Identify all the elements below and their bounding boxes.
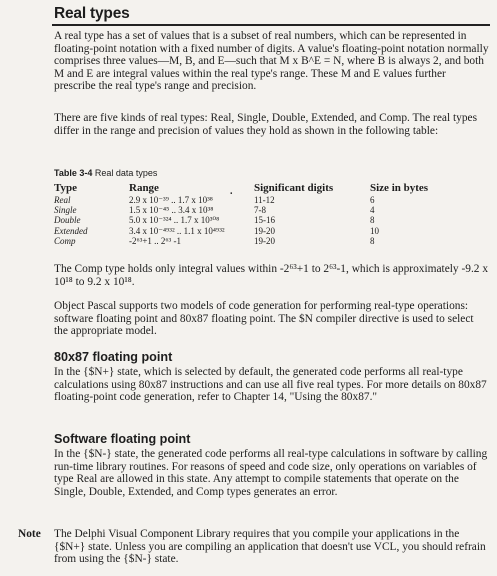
table-row: [54, 236, 490, 246]
table-row: [54, 195, 490, 205]
cell-size: 8: [370, 235, 375, 246]
table-caption-text: Real data types: [94, 168, 158, 178]
cell-size: 6: [370, 195, 375, 205]
cell-digits: 19-20: [254, 235, 275, 246]
subsection-heading-80x87: 80x87 floating point: [54, 350, 173, 364]
cell-type: Comp: [54, 235, 76, 246]
paragraph-comp: The Comp type holds only integral values within -2⁶³+1 to 2⁶³-1, which is approximately -9.2 x 10¹⁸ to 9.2 x 10¹⁸.: [54, 263, 489, 288]
cell-range: 2.9 x 10⁻³⁹ .. 1.7 x 10³⁸: [129, 195, 213, 205]
paragraph-models: Object Pascal supports two models of code generation for performing real-type operations: software floating point and 80x87 floating point. The $N compiler directive is used to select the appropriate model.: [54, 300, 474, 338]
table-row: [54, 205, 490, 215]
table-header-row: [54, 182, 490, 195]
paragraph-software: In the {$N-} state, the generated code performs all real-type calculations in software by calling run-time library routines. For reasons of speed and code size, only operations on variables of type Real are allowed in this state. Any attempt to compile statements that operate on the Single, Double, Extended, and Comp types generates an error.: [54, 448, 488, 498]
cell-digits: 19-20: [254, 225, 275, 236]
cell-type: Real: [54, 195, 71, 205]
note-label: Note: [18, 528, 41, 540]
stray-mark: .: [230, 186, 233, 197]
heading-rule: [52, 24, 490, 26]
cell-range: 3.4 x 10⁻⁴⁹³² .. 1.1 x 10⁴⁹³²: [129, 225, 225, 236]
cell-digits: 11-12: [254, 195, 275, 205]
header-digits: Significant digits: [254, 182, 334, 194]
table-row: [54, 215, 490, 225]
table-caption: [54, 168, 157, 178]
real-types-table: [54, 182, 490, 246]
subsection-heading-software: Software floating point: [54, 432, 191, 446]
header-range: Range: [129, 182, 159, 194]
cell-type: Single: [54, 205, 77, 216]
cell-range: 5.0 x 10⁻³²⁴ .. 1.7 x 10³⁰⁸: [129, 215, 220, 226]
cell-size: 8: [370, 215, 375, 226]
cell-range: 1.5 x 10⁻⁴⁵ .. 3.4 x 10³⁸: [129, 205, 214, 216]
cell-type: Double: [54, 215, 81, 226]
paragraph-intro: A real type has a set of values that is a subset of real numbers, which can be represented in floating-point notation with a fixed number of digits. A value's floating-point notation normally comprises three values—M, B, and E—such that M x B^E = N, where B is always 2, and both M and E are integral values within the real type's range. These M and E values further prescribe the real type's range and precision.: [54, 30, 489, 93]
cell-range: -2⁶³+1 .. 2⁶³ -1: [129, 235, 181, 246]
cell-size: 4: [370, 205, 375, 216]
section-heading: Real types: [54, 5, 130, 22]
cell-digits: 7-8: [254, 205, 266, 216]
cell-digits: 15-16: [254, 215, 275, 226]
header-type: Type: [54, 182, 78, 194]
paragraph-kinds: There are five kinds of real types: Real, Single, Double, Extended, and Comp. The real types differ in the range and precision of values they hold as shown in the following table:: [54, 112, 478, 137]
cell-type: Extended: [54, 225, 88, 236]
note-body: The Delphi Visual Component Library requires that you compile your applications in the {$N+} state. Unless you are compiling an application that doesn't use VCL, you should refrain from using the {$N-} state.: [54, 528, 486, 566]
cell-size: 10: [370, 225, 379, 236]
table-caption-number: Table 3-4: [54, 168, 93, 178]
table-row: [54, 226, 490, 236]
header-size: Size in bytes: [370, 182, 429, 194]
paragraph-80x87: In the {$N+} state, which is selected by default, the generated code performs all real-type calculations using 80x87 instructions and can use all five real types. For more details on 80x87 floating-point code generation, refer to Chapter 14, "Using the 80x87.": [54, 366, 487, 404]
